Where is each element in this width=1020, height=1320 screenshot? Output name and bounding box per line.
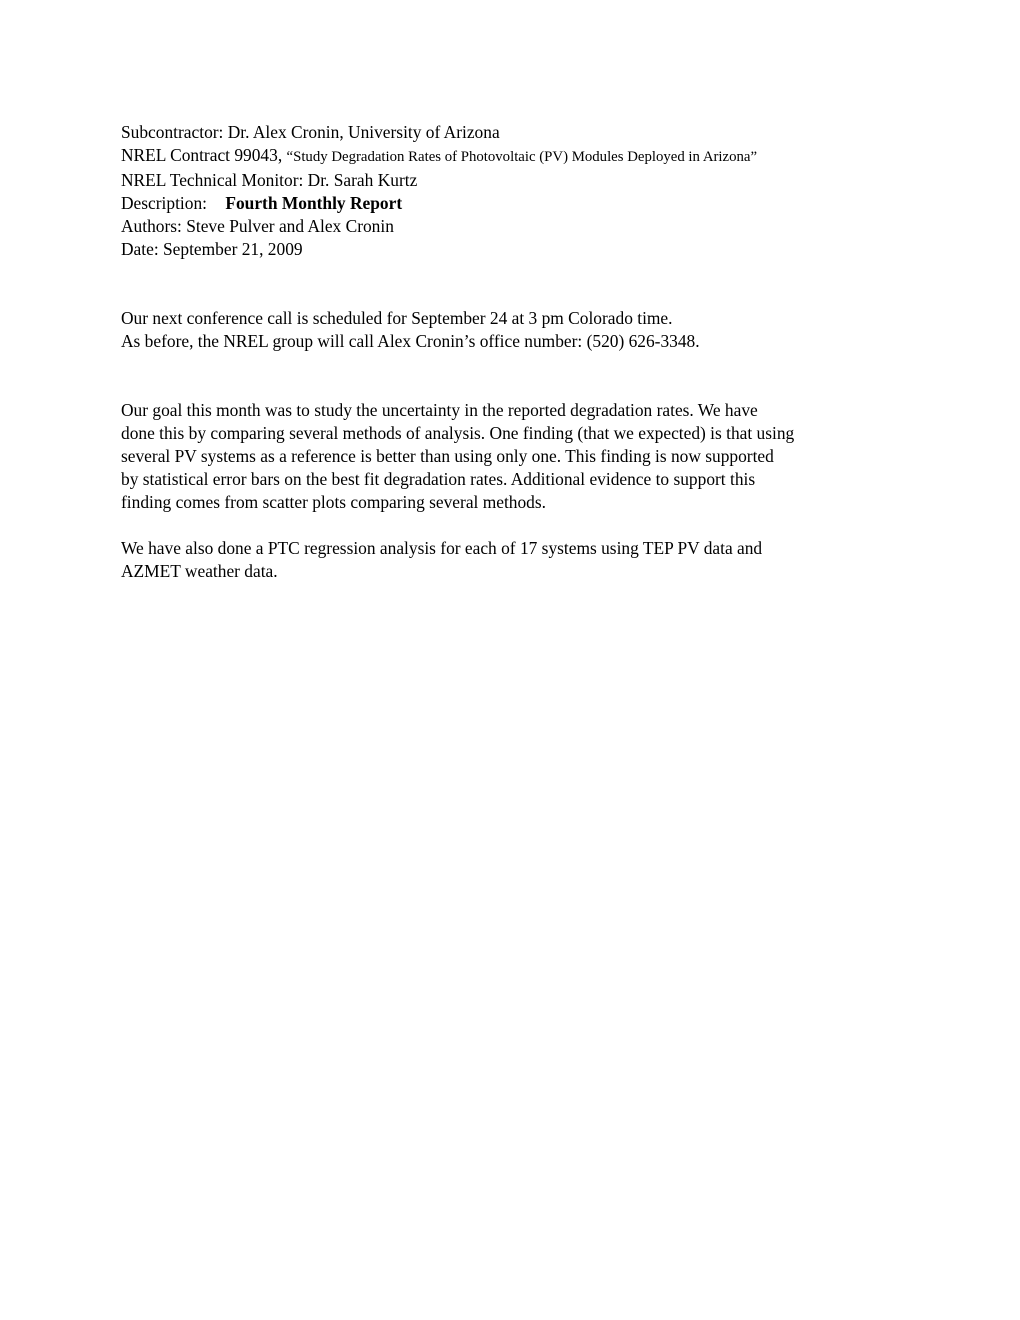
conference-call-block — [121, 307, 921, 353]
paragraph-goal — [121, 399, 921, 514]
paragraph-line: finding comes from scatter plots comparing several methods. — [121, 492, 546, 512]
paragraph-line: by statistical error bars on the best fit degradation rates. Additional evidence to support this — [121, 469, 756, 489]
contract-title: “Study Degradation Rates of Photovoltaic (PV) Modules Deployed in Arizona” — [286, 149, 758, 165]
date-line: Date: September 21, 2009 — [121, 239, 303, 259]
description-value: Fourth Monthly Report — [225, 193, 403, 213]
description-label: Description: — [121, 193, 207, 213]
paragraph-ptc — [121, 537, 921, 583]
paragraph-line: several PV systems as a reference is better than using only one. This finding is now supported — [121, 446, 774, 466]
call-line-2: As before, the NREL group will call Alex Cronin’s office number: (520) 626-3348. — [121, 331, 700, 351]
paragraph-line: done this by comparing several methods of analysis. One finding (that we expected) is that using — [121, 423, 795, 443]
paragraph-line: Our goal this month was to study the uncertainty in the reported degradation rates. We have — [121, 400, 758, 420]
body-block — [121, 399, 921, 583]
technical-monitor-line: NREL Technical Monitor: Dr. Sarah Kurtz — [121, 170, 418, 190]
paragraph-line: We have also done a PTC regression analysis for each of 17 systems using TEP PV data and — [121, 538, 763, 558]
description-line — [121, 192, 921, 215]
call-line-1: Our next conference call is scheduled for September 24 at 3 pm Colorado time. — [121, 308, 673, 328]
document-page — [121, 121, 921, 583]
paragraph-line: AZMET weather data. — [121, 561, 278, 581]
header-block — [121, 121, 921, 261]
contract-line — [121, 144, 921, 169]
subcontractor-line: Subcontractor: Dr. Alex Cronin, University of Arizona — [121, 122, 500, 142]
contract-prefix: NREL Contract 99043, — [121, 145, 287, 165]
authors-line: Authors: Steve Pulver and Alex Cronin — [121, 216, 394, 236]
